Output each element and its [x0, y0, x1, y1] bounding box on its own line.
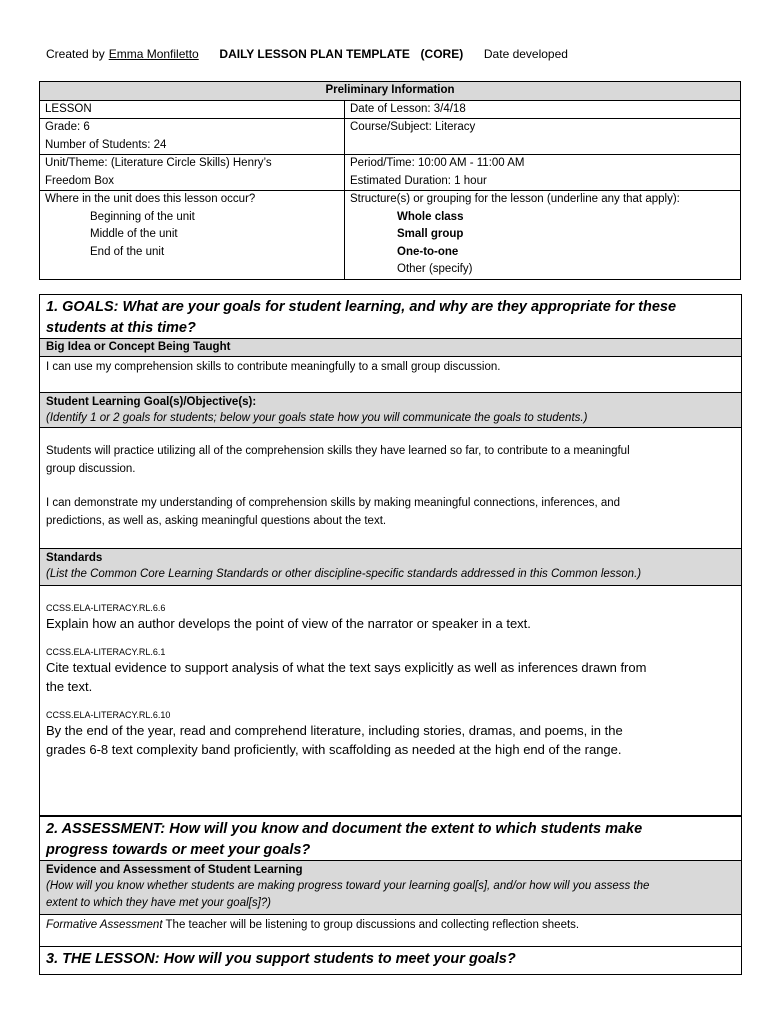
evidence-sub-2: extent to which they have met your goal[s]?) [46, 897, 272, 909]
grade-cell [40, 119, 345, 155]
number-of-students: Number of Students: 24 [45, 138, 167, 151]
where-option-end: End of the unit [90, 245, 165, 258]
formative-row [40, 915, 741, 947]
created-by-label: Created by [46, 47, 105, 61]
standard-text: Explain how an author develops the point of view of the narrator or speaker in a text. [46, 616, 531, 631]
structure-cell [345, 191, 741, 280]
standards-sub: (List the Common Core Learning Standards or other discipline-specific standards addressed in this Common lesson.) [46, 568, 642, 580]
evidence-label-row [40, 861, 741, 915]
where-question: Where in the unit does this lesson occur? [45, 193, 256, 205]
learning-goals-label-row [40, 393, 741, 428]
goals-section [39, 294, 742, 816]
standard-code: CCSS.ELA-LITERACY.RL.6.1 [46, 646, 166, 657]
unit-theme-line-2: Freedom Box [45, 174, 115, 187]
formative-assessment [40, 915, 741, 937]
unit-position-cell [40, 191, 345, 280]
unit-theme-line-1: Unit/Theme: (Literature Circle Skills) Henry’s [45, 157, 272, 169]
date-developed-label: Date developed [483, 47, 568, 61]
standards-list [40, 586, 741, 762]
lesson-label: LESSON [40, 100, 345, 119]
unit-theme-cell [40, 155, 345, 191]
goals-heading: 1. GOALS: What are your goals for student learning, and why are they appropriate for these students at this time? [46, 299, 677, 336]
period-time: Period/Time: 10:00 AM - 11:00 AM [350, 157, 525, 169]
big-idea-text: I can use my comprehension skills to contribute meaningfully to a small group discussion. [46, 361, 501, 373]
goals-heading-block [40, 295, 741, 339]
preliminary-heading: Preliminary Information [40, 82, 741, 101]
learning-goals-label: Student Learning Goal(s)/Objective(s): [46, 396, 257, 408]
standard-text-cont: the text. [46, 679, 93, 694]
evidence-label: Evidence and Assessment of Student Learning [46, 864, 303, 876]
preliminary-info-table [39, 81, 741, 280]
standards-label-row [40, 549, 741, 586]
standard-item [46, 709, 735, 760]
standard-text: Cite textual evidence to support analysis of what the text says explicitly as well as inferences drawn from [46, 659, 647, 675]
structure-option-small-group: Small group [397, 228, 464, 240]
big-idea-label: Big Idea or Concept Being Taught [46, 341, 231, 353]
standard-code: CCSS.ELA-LITERACY.RL.6.6 [46, 603, 166, 613]
assessment-section [39, 816, 742, 975]
estimated-duration: Estimated Duration: 1 hour [350, 174, 487, 187]
course-subject: Course/Subject: Literacy [345, 119, 741, 155]
assessment-heading-block [40, 817, 741, 861]
core-label: (CORE) [420, 47, 464, 61]
period-cell [345, 155, 741, 191]
evidence-sub-1: (How will you know whether students are making progress toward your learning goal[s], and/or how will you assess the [46, 880, 650, 892]
standard-item [46, 646, 735, 697]
standard-text-cont: grades 6-8 text complexity band proficiently, with scaffolding as needed at the high end of the range. [46, 742, 622, 757]
standards-label: Standards [46, 552, 103, 564]
lesson-heading: 3. THE LESSON: How will you support students to meet your goals? [46, 951, 516, 967]
learning-goals-sub: (Identify 1 or 2 goals for students; below your goals state how you will communicate the goals to students.) [46, 412, 588, 424]
document-header [46, 47, 572, 61]
big-idea-label-row [40, 339, 741, 357]
grade: Grade: 6 [45, 121, 90, 133]
assessment-heading: 2. ASSESSMENT: How will you know and document the extent to which students make progress towards or meet your goals? [46, 821, 643, 858]
standard-text: By the end of the year, read and comprehend literature, including stories, dramas, and poems, in the [46, 722, 623, 738]
standard-code: CCSS.ELA-LITERACY.RL.6.10 [46, 709, 171, 720]
big-idea-row [40, 357, 741, 393]
date-of-lesson: Date of Lesson: 3/4/18 [345, 100, 741, 119]
author-name: Emma Monfiletto [108, 47, 199, 61]
learning-goals-text: Students will practice utilizing all of the comprehension skills they have learned so far, to contribute to a meaningful group discussion. I can demonstrate my understanding of comprehension skills by making meaningful connections, inferences, and predictions, as well as, asking meaningful questions about the text. [46, 445, 630, 527]
learning-goals-row [40, 428, 741, 549]
standards-row [40, 586, 741, 818]
structure-question: Structure(s) or grouping for the lesson (underline any that apply): [350, 193, 680, 205]
lesson-heading-block [40, 947, 741, 973]
standard-item [46, 602, 735, 634]
document-title: DAILY LESSON PLAN TEMPLATE [219, 47, 410, 61]
structure-option-one-to-one: One-to-one [397, 245, 459, 258]
formative-label: Formative Assessment [46, 919, 163, 931]
where-option-middle: Middle of the unit [90, 228, 178, 240]
structure-option-other: Other (specify) [397, 263, 473, 275]
formative-text: The teacher will be listening to group discussions and collecting reflection sheets. [162, 919, 580, 931]
structure-option-whole-class: Whole class [397, 210, 464, 223]
where-option-beginning: Beginning of the unit [90, 210, 195, 223]
